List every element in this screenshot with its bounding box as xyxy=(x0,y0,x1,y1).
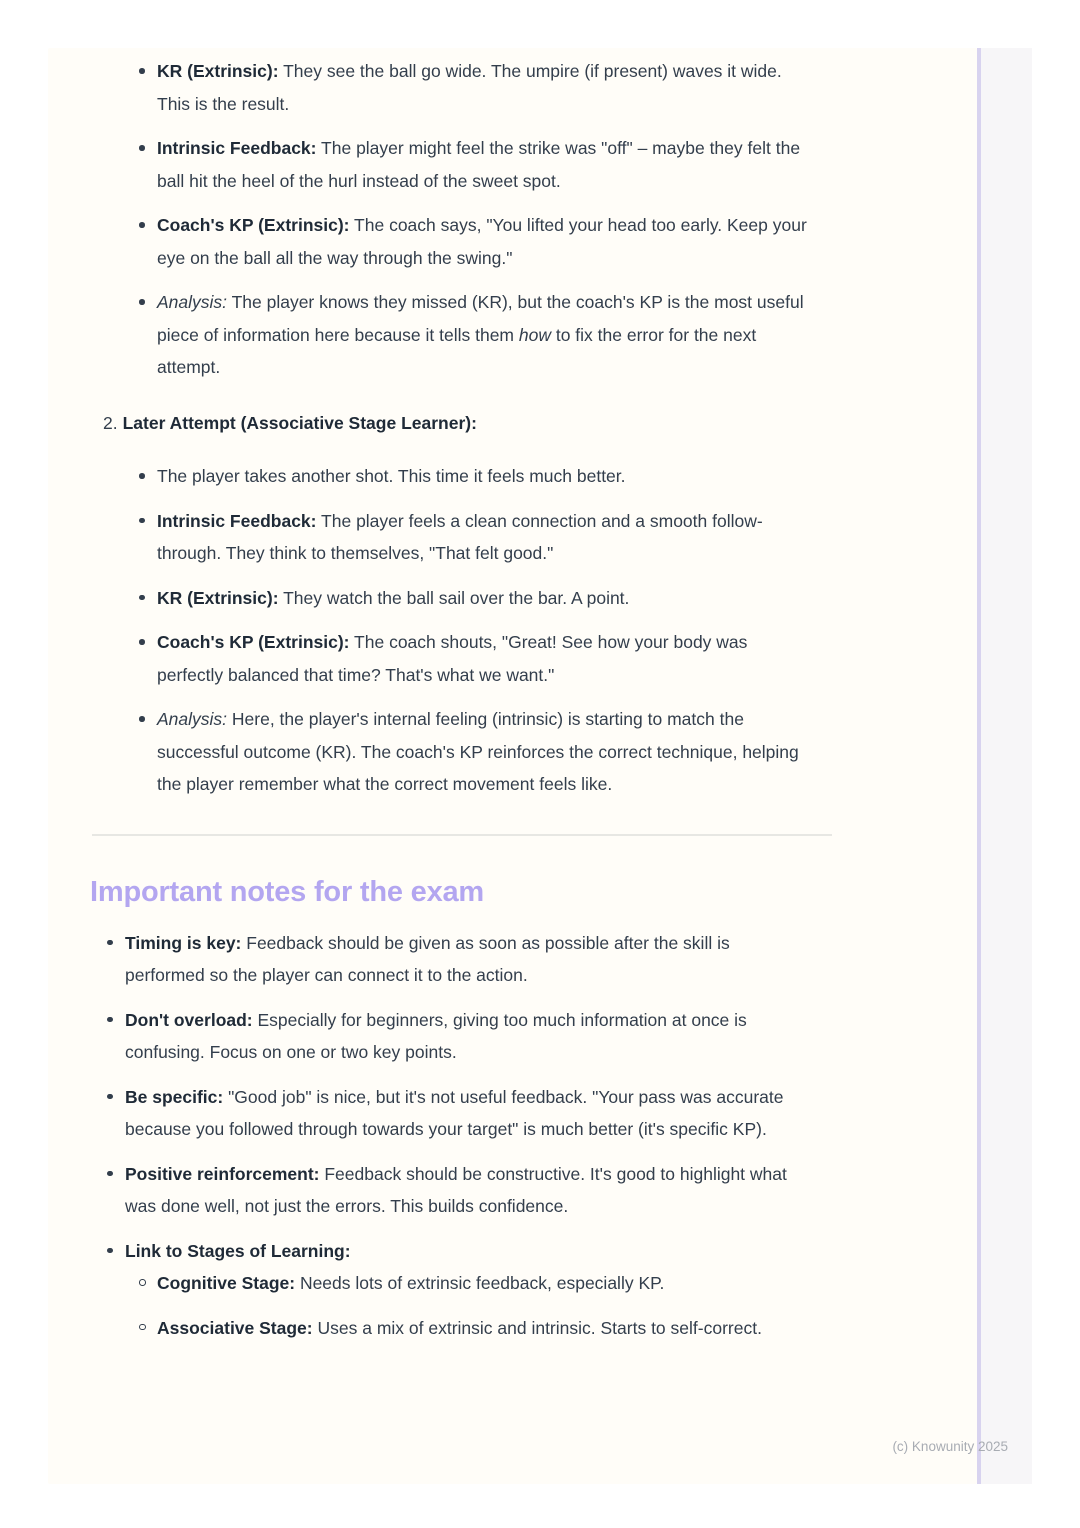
list-item xyxy=(137,626,813,691)
list-item-text: Be specific: "Good job" is nice, but it's not useful feedback. "Your pass was accurate because you followed through towards your target" is much better (it's specific KP). xyxy=(125,1086,784,1139)
list-item-text: Cognitive Stage: Needs lots of extrinsic feedback, especially KP. xyxy=(157,1273,665,1293)
list-item xyxy=(137,582,813,615)
exam-notes-list xyxy=(105,927,807,1268)
list-item-text: Don't overload: Especially for beginners, giving too much information at once is confusing. Focus on one or two key points. xyxy=(125,1009,747,1062)
list-item-text: KR (Extrinsic): They watch the ball sail over the bar. A point. xyxy=(157,587,630,608)
bullet-marker xyxy=(107,1248,113,1254)
page-content xyxy=(48,48,977,1344)
circle-marker xyxy=(139,1324,146,1331)
list-item xyxy=(137,460,813,493)
numbered-item-later-attempt xyxy=(103,407,843,440)
bullet-marker xyxy=(107,1017,113,1023)
list-item xyxy=(137,55,813,120)
first-attempt-list xyxy=(137,55,813,384)
bullet-marker xyxy=(139,222,145,228)
later-attempt-list xyxy=(137,460,813,801)
list-item-text: Intrinsic Feedback: The player might feel the strike was "off" – maybe they felt the ball hit the heel of the hurl instead of the sweet spot. xyxy=(157,138,801,191)
list-item xyxy=(137,286,813,384)
stages-of-learning-sublist xyxy=(137,1267,813,1344)
bullet-marker xyxy=(139,518,145,524)
next-page-edge xyxy=(981,48,1032,1484)
bullet-marker xyxy=(139,473,145,479)
list-item-text: Coach's KP (Extrinsic): The coach says, "You lifted your head too early. Keep your eye on the ball all the way through the swing." xyxy=(157,215,807,268)
list-item-text: Coach's KP (Extrinsic): The coach shouts, "Great! See how your body was perfectly balanced that time? That's what we want." xyxy=(157,632,748,685)
list-item-text: Link to Stages of Learning: xyxy=(125,1240,351,1261)
numbered-item-label: Later Attempt (Associative Stage Learner): xyxy=(122,412,477,433)
bullet-marker xyxy=(139,145,145,151)
list-item xyxy=(105,1235,807,1268)
bullet-marker xyxy=(139,595,145,601)
bullet-marker xyxy=(139,299,145,305)
sub-list-item xyxy=(137,1267,813,1300)
list-item xyxy=(137,703,813,801)
exam-notes-heading: Important notes for the exam xyxy=(90,875,485,908)
list-item-text: Intrinsic Feedback: The player feels a clean connection and a smooth follow-through. They think to themselves, "That felt good." xyxy=(157,510,763,563)
bullet-marker xyxy=(107,940,113,946)
list-item xyxy=(105,1004,807,1069)
list-item-text: Associative Stage: Uses a mix of extrinsic and intrinsic. Starts to self-correct. xyxy=(157,1317,762,1338)
list-item-text: KR (Extrinsic): They see the ball go wide. The umpire (if present) waves it wide. This is the result. xyxy=(157,61,782,114)
list-item-text: Timing is key: Feedback should be given as soon as possible after the skill is performed so the player can connect it to the action. xyxy=(125,932,730,985)
copyright-watermark: (c) Knowunity 2025 xyxy=(892,1439,1008,1454)
list-item xyxy=(105,927,807,992)
list-number: 2. xyxy=(103,412,118,433)
bullet-marker xyxy=(107,1094,113,1100)
list-item xyxy=(105,1081,807,1146)
bullet-marker xyxy=(139,716,145,722)
list-item xyxy=(137,505,813,570)
bullet-marker xyxy=(139,68,145,74)
list-item-text: Analysis: The player knows they missed (KR), but the coach's KP is the most useful piece of information here because it tells them how to fix the error for the next attempt. xyxy=(157,292,804,377)
list-item-text: Positive reinforcement: Feedback should be constructive. It's good to highlight what was done well, not just the errors. This builds confidence. xyxy=(125,1163,787,1216)
document-page xyxy=(48,48,977,1484)
sub-list-item xyxy=(137,1312,813,1345)
bullet-marker xyxy=(107,1171,113,1177)
bullet-marker xyxy=(139,639,145,645)
section-divider xyxy=(92,834,832,836)
list-item xyxy=(137,209,813,274)
list-item-text: The player takes another shot. This time it feels much better. xyxy=(157,466,626,486)
list-item-text: Analysis: Here, the player's internal feeling (intrinsic) is starting to match the successful outcome (KR). The coach's KP reinforces the correct technique, helping the player remember what the correct movement feels like. xyxy=(157,709,799,794)
circle-marker xyxy=(139,1279,146,1286)
list-item xyxy=(137,132,813,197)
list-item xyxy=(105,1158,807,1223)
